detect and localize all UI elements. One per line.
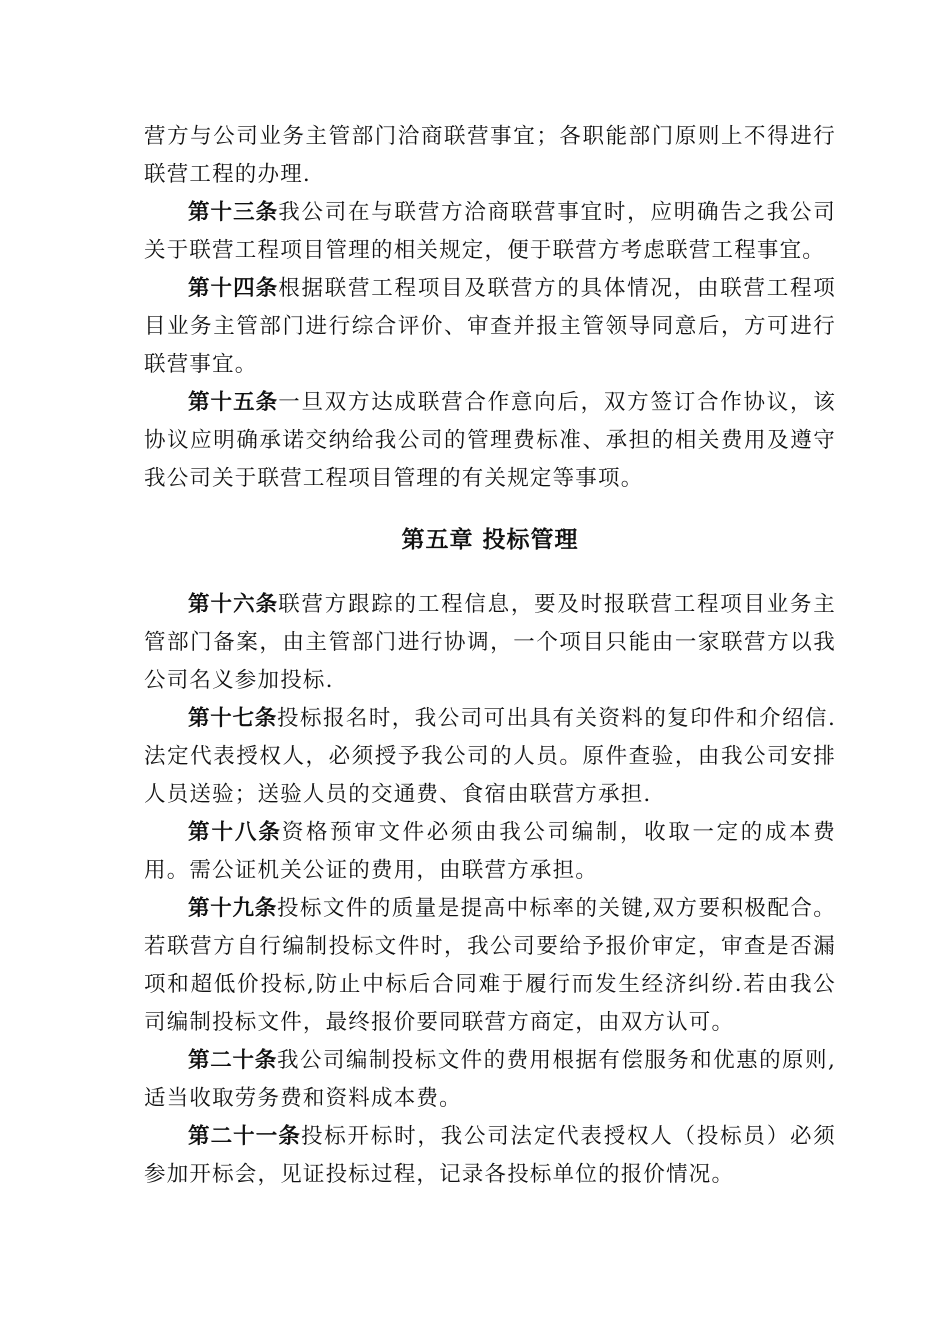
article-text: 一旦双方达成联营合作意向后，双方签订合作协议，该协议应明确承诺交纳给我公司的管理费标准、承担的相关费用及遵守我公司关于联营工程项目管理的有关规定等事项。 [144, 390, 836, 491]
article-text: 我公司编制投标文件的费用根据有偿服务和优惠的原则,适当收取劳务费和资料成本费。 [144, 1048, 836, 1111]
article-19 [144, 890, 836, 1042]
article-label: 第十四条 [188, 276, 279, 301]
article-label: 第十五条 [188, 390, 279, 415]
article-label: 第十九条 [188, 896, 278, 921]
article-label: 第十八条 [188, 820, 282, 845]
article-21 [144, 1118, 836, 1194]
article-text: 资格预审文件必须由我公司编制，收取一定的成本费用。需公证机关公证的费用，由联营方承担。 [144, 820, 836, 883]
article-17 [144, 700, 836, 814]
article-label: 第十七条 [188, 706, 278, 731]
article-label: 第十三条 [188, 200, 279, 225]
article-13 [144, 194, 836, 270]
document-body [144, 118, 836, 1194]
article-text: 投标开标时，我公司法定代表授权人（投标员）必须参加开标会，见证投标过程，记录各投标单位的报价情况。 [144, 1124, 836, 1187]
article-15 [144, 384, 836, 498]
article-label: 第二十条 [188, 1048, 278, 1073]
article-label: 第二十一条 [188, 1124, 301, 1149]
article-text: 投标报名时，我公司可出具有关资料的复印件和介绍信.法定代表授权人，必须授予我公司的人员。原件查验，由我公司安排人员送验；送验人员的交通费、食宿由联营方承担. [144, 706, 836, 807]
article-text: 联营方跟踪的工程信息，要及时报联营工程项目业务主管部门备案，由主管部门进行协调，一个项目只能由一家联营方以我公司名义参加投标. [144, 592, 836, 693]
article-label: 第十六条 [188, 592, 279, 617]
article-text: 投标文件的质量是提高中标率的关键,双方要积极配合。若联营方自行编制投标文件时，我公司要给予报价审定，审查是否漏项和超低价投标,防止中标后合同难于履行而发生经济纠纷.若由我公司编制投标文件，最终报价要同联营方商定，由双方认可。 [144, 896, 836, 1035]
article-text: 我公司在与联营方洽商联营事宜时，应明确告之我公司关于联营工程项目管理的相关规定，便于联营方考虑联营工程事宜。 [144, 200, 836, 263]
article-14 [144, 270, 836, 384]
article-20 [144, 1042, 836, 1118]
intro-paragraph: 营方与公司业务主管部门洽商联营事宜；各职能部门原则上不得进行联营工程的办理. [144, 124, 836, 187]
article-16 [144, 586, 836, 700]
article-text: 根据联营工程项目及联营方的具体情况，由联营工程项目业务主管部门进行综合评价、审查并报主管领导同意后，方可进行联营事宜。 [144, 276, 836, 377]
article-18 [144, 814, 836, 890]
chapter-title: 第五章 投标管理 [401, 527, 579, 553]
